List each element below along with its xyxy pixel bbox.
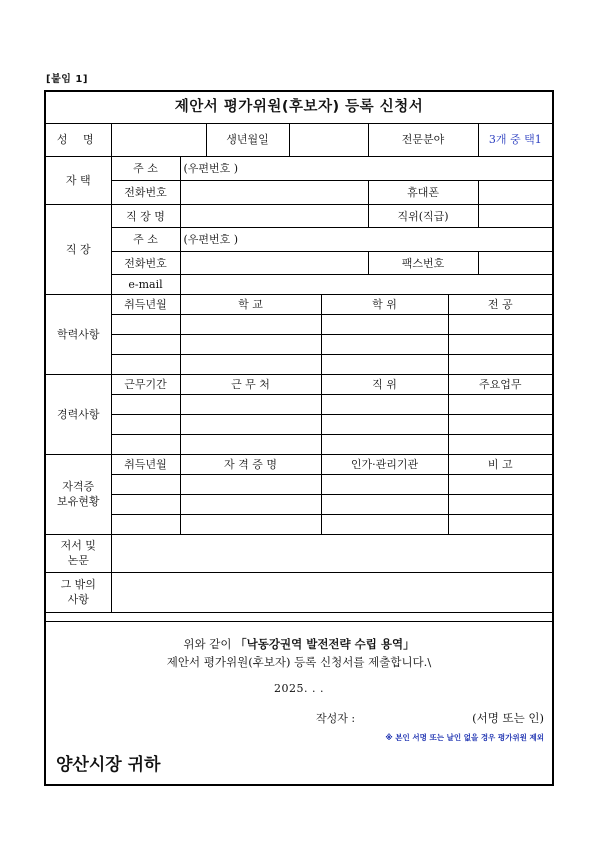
email-field[interactable] [180,274,552,294]
home-label: 자 택 [46,156,111,204]
career-col-workplace: 근 무 처 [180,374,321,394]
career-row [46,434,552,454]
name-row [46,123,552,156]
home-phone-row [46,180,552,204]
etc-field[interactable] [111,572,552,612]
work-name-row [46,204,552,227]
work-address-row [46,227,552,251]
position-field[interactable] [478,204,552,227]
work-label: 직 장 [46,204,111,294]
license-col-remarks: 비 고 [448,454,552,474]
etc-label: 그 밖의 사항 [46,572,111,612]
field-label: 전문분야 [368,123,478,156]
career-col-duty: 주요업무 [448,374,552,394]
education-col-major: 전 공 [448,294,552,314]
attachment-label: [붙임 1] [46,74,88,85]
work-address-field[interactable]: (우편번호 ) [180,227,552,251]
education-col-school: 학 교 [180,294,321,314]
declaration-line1: 위와 같이 「낙동강권역 발전전략 수립 용역」 [183,637,415,651]
education-col-degree: 학 위 [321,294,448,314]
education-header-row [46,294,552,314]
form-title: 제안서 평가위원(후보자) 등록 신청서 [46,92,552,124]
license-label: 자격증 보유현황 [46,454,111,534]
name-field[interactable] [111,123,206,156]
fax-field[interactable] [478,251,552,274]
papers-row [46,534,552,572]
license-col-name: 자 격 증 명 [180,454,321,474]
home-address-row [46,156,552,180]
mobile-label: 휴대폰 [368,180,478,204]
name-label: 성 명 [46,123,111,156]
email-label: e-mail [111,274,180,294]
writer-label: 작성자 : [316,712,356,725]
license-header-row [46,454,552,474]
career-row [46,394,552,414]
home-phone-field[interactable] [180,180,368,204]
education-row [46,314,552,334]
field-value[interactable]: 3개 중 택1 [478,123,552,156]
career-header-row [46,374,552,394]
home-phone-label: 전화번호 [111,180,180,204]
birth-label: 생년월일 [206,123,289,156]
education-row [46,354,552,374]
position-label: 직위(직급) [368,204,478,227]
mobile-field[interactable] [478,180,552,204]
declaration-section [46,621,552,784]
education-row [46,334,552,354]
declaration-line2: 제안서 평가위원(후보자) 등록 신청서를 제출합니다.\ [166,655,432,669]
career-col-position: 직 위 [321,374,448,394]
company-field[interactable] [180,204,368,227]
etc-row [46,572,552,612]
home-address-label: 주 소 [111,156,180,180]
papers-label: 저서 및 논문 [46,534,111,572]
license-row [46,494,552,514]
signature-note: ※ 본인 서명 또는 날인 없을 경우 평가위원 제외 [385,733,544,742]
license-col-date: 취득년월 [111,454,180,474]
addressee: 양산시장 귀하 [56,755,161,775]
education-col-date: 취득년월 [111,294,180,314]
submission-date[interactable]: 2025. . . [274,682,324,695]
fax-label: 팩스번호 [368,251,478,274]
form-table [46,123,552,613]
application-form [44,90,554,786]
birth-field[interactable] [289,123,368,156]
career-label: 경력사항 [46,374,111,454]
license-row [46,514,552,534]
career-row [46,414,552,434]
work-address-label: 주 소 [111,227,180,251]
education-label: 학력사항 [46,294,111,374]
license-col-agency: 인가·관리기관 [321,454,448,474]
email-row [46,274,552,294]
project-name: 「낙동강권역 발전전략 수립 용역」 [235,637,415,651]
career-col-period: 근무기간 [111,374,180,394]
sign-label[interactable]: (서명 또는 인) [472,711,544,725]
papers-field[interactable] [111,534,552,572]
work-phone-field[interactable] [180,251,368,274]
license-row [46,474,552,494]
company-label: 직 장 명 [111,204,180,227]
home-address-field[interactable]: (우편번호 ) [180,156,552,180]
work-phone-label: 전화번호 [111,251,180,274]
work-phone-row [46,251,552,274]
